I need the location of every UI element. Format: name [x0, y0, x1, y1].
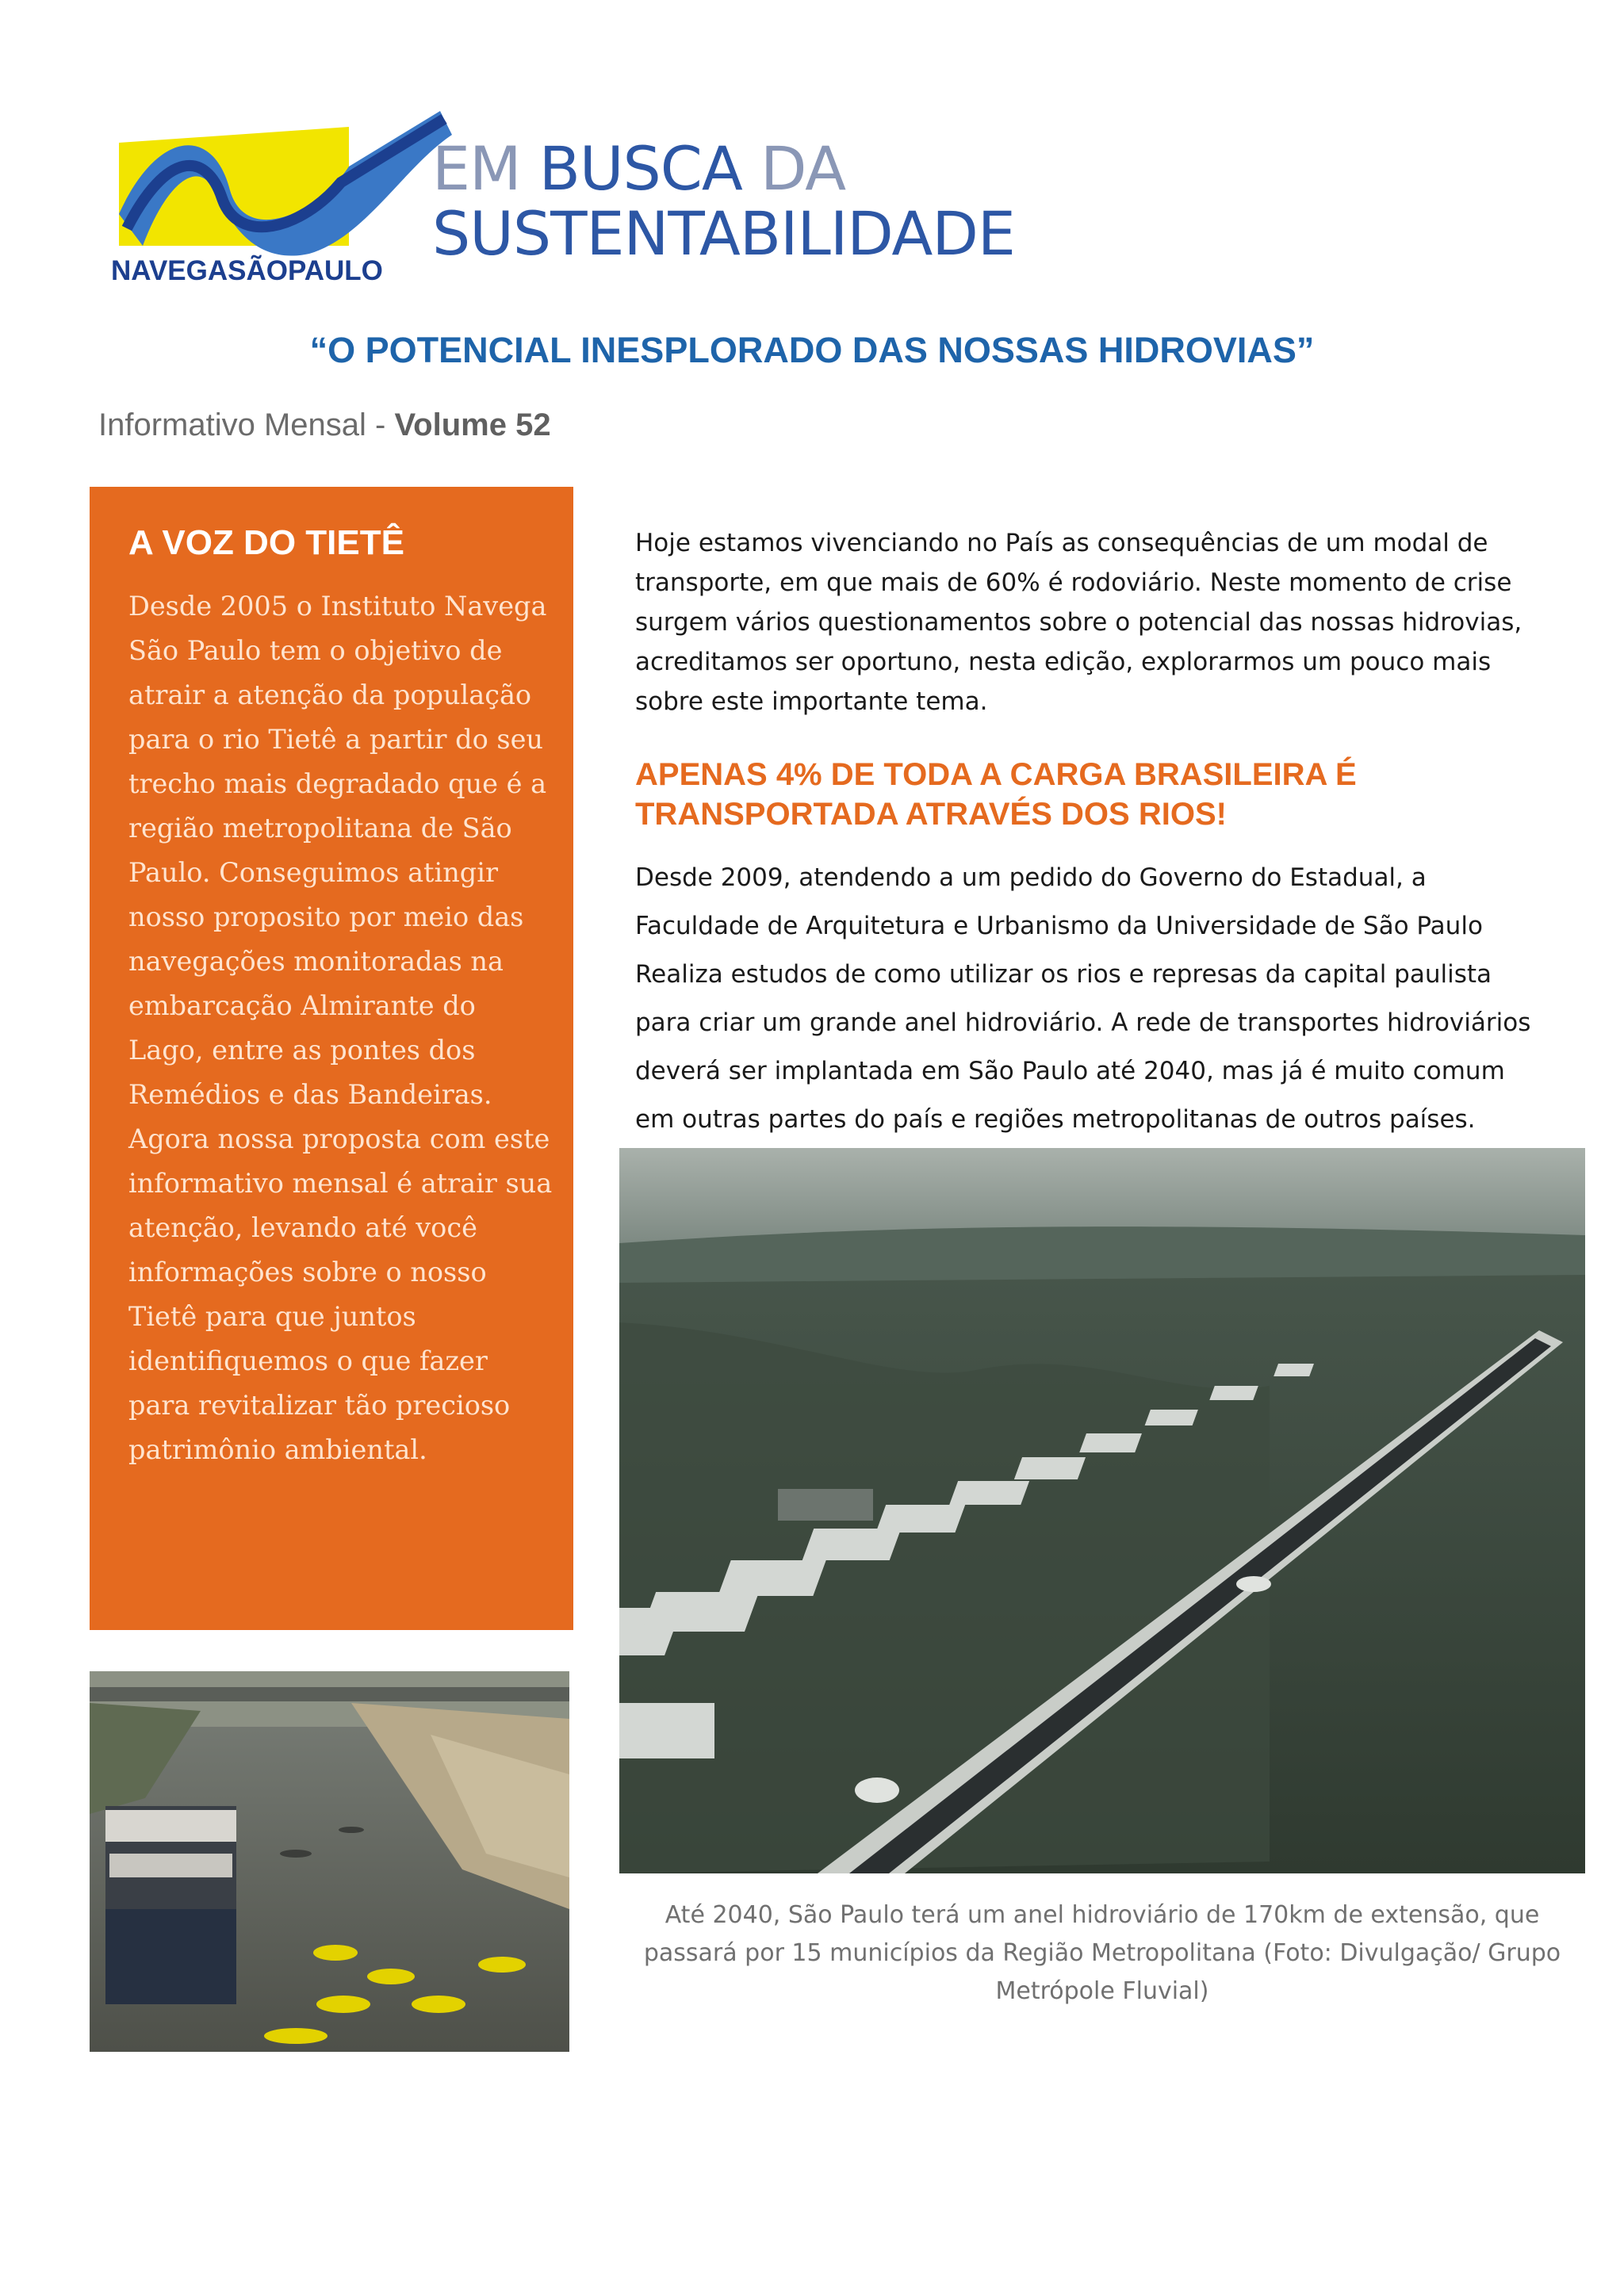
volume-line — [98, 408, 551, 443]
sidebar-title: A VOZ DO TIETÊ — [128, 523, 404, 562]
volume-prefix: Informativo Mensal - — [98, 408, 395, 442]
brand-title — [432, 133, 1015, 269]
boat-river-photo — [90, 1671, 569, 2052]
brand-title-busca: BUSCA — [538, 133, 742, 204]
brand-title-line1 — [432, 133, 1015, 204]
brand-title-da: DA — [741, 133, 846, 204]
section-subheading: APENAS 4% DE TODA A CARGA BRASILEIRA É TRANSPORTADA ATRAVÉS DOS RIOS! — [635, 757, 1357, 832]
brand-title-line2: SUSTENTABILIDADE — [432, 198, 1015, 269]
aerial-waterway-photo — [619, 1148, 1585, 1873]
intro-paragraph: Hoje estamos vivenciando no País as consequências de um modal de transporte, em que mais de 60% é rodoviário. Neste momento de crise surgem vários questionamentos sobre o potencial das nossas hidrovias, acreditamos ser oportuno, nesta edição, explorarmos um pouco mais sobre este importante tema. — [635, 529, 1522, 716]
newsletter-headline: “O POTENCIAL INESPLORADO DAS NOSSAS HIDROVIAS” — [309, 330, 1315, 370]
logo-wordmark-part1: NAVEGA — [111, 255, 228, 286]
volume-label: Volume 52 — [394, 408, 551, 442]
logo-wordmark — [111, 255, 383, 287]
logo-wordmark-part2: SÃOPAULO — [228, 255, 383, 286]
photo-caption: Até 2040, São Paulo terá um anel hidroviário de 170km de extensão, que passará por 15 municípios da Região Metropolitana (Foto: Divulgação/ Grupo Metrópole Fluvial) — [643, 1901, 1561, 2005]
sidebar-body: Desde 2005 o Instituto Navega São Paulo tem o objetivo de atrair a atenção da população para o rio Tietê a partir do seu trecho mais degradado que é a região metropolitana de São Paulo. Conseguimos atingir nosso proposito por meio das navegações monitoradas na embarcação Almirante do Lago, entre as pontes dos Remédios e das Bandeiras. Agora nossa proposta com este informativo mensal é atrair sua atenção, levando até você informações sobre o nosso Tietê para que juntos identifiquemos o que fazer para revitalizar tão precioso patrimônio ambiental. — [128, 591, 553, 1465]
brand-title-em: EM — [432, 133, 539, 204]
body-paragraph: Desde 2009, atendendo a um pedido do Governo do Estadual, a Faculdade de Arquitetura e Urbanismo da Universidade de São Paulo Realiza estudos de como utilizar os rios e represas da capital paulista para criar um grande anel hidroviário. A rede de transportes hidroviários deverá ser implantada em São Paulo até 2040, mas já é muito comum em outras partes do país e regiões metropolitanas de outros países. — [635, 863, 1531, 1134]
